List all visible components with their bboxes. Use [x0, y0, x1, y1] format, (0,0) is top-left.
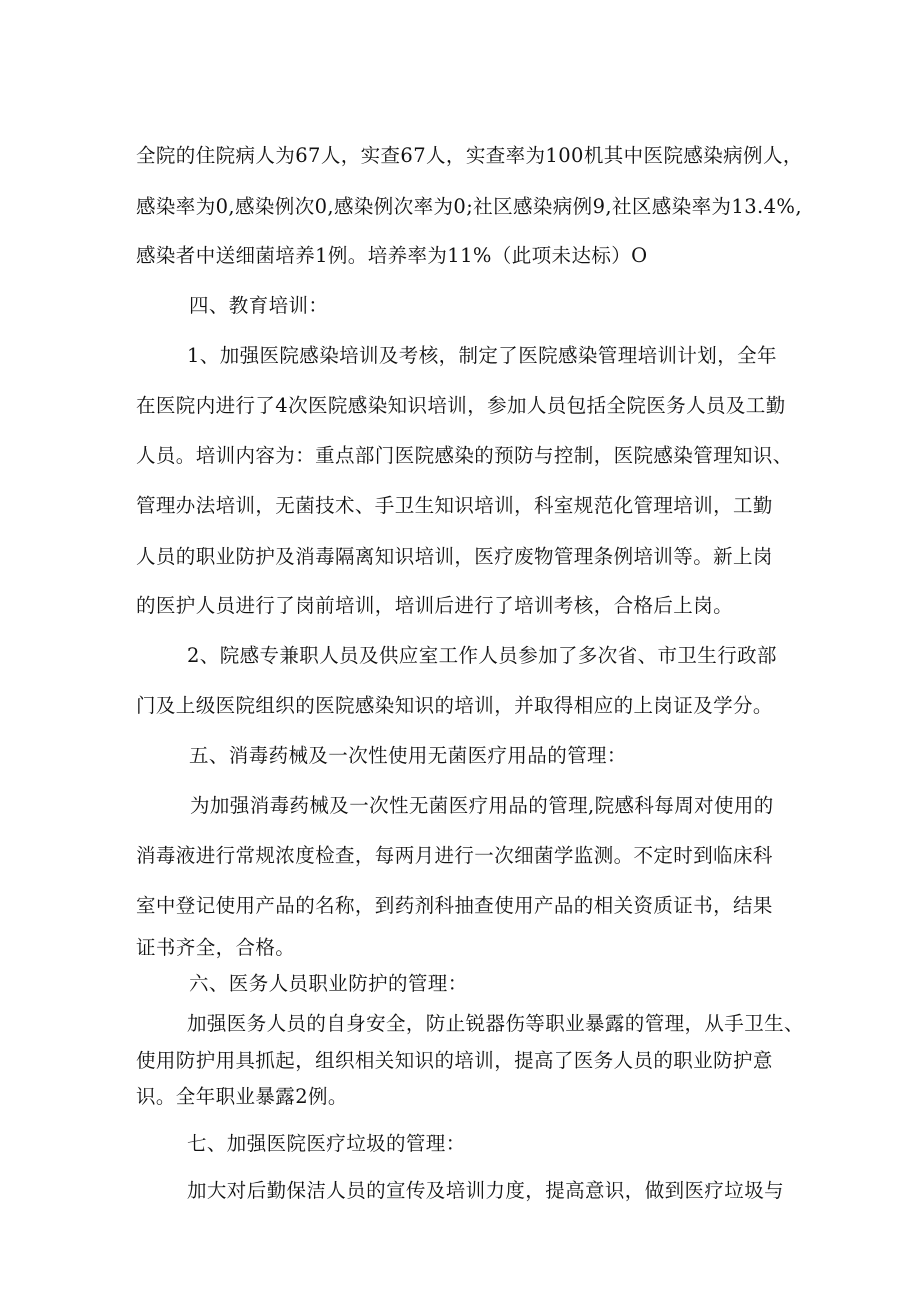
text-line: 室中登记使用产品的名称，到药剂科抽查使用产品的相关资质证书，结果 [136, 894, 773, 917]
text-line: 全院的住院病人为67人，实查67人，实查率为100机其中医院感染病例人， [136, 144, 803, 167]
text-line: 1、加强医院感染培训及考核，制定了医院感染管理培训计划，全年 [187, 344, 777, 367]
section-heading: 五、消毒药械及一次性使用无菌医疗用品的管理： [189, 744, 627, 767]
text-line: 加大对后勤保洁人员的宣传及培训力度，提高意识，做到医疗垃圾与 [187, 1179, 785, 1202]
text-line: 为加强消毒药械及一次性无菌医疗用品的管理,院感科每周对使用的 [190, 794, 774, 817]
section-heading: 七、加强医院医疗垃圾的管理： [187, 1132, 466, 1155]
text-line: 人员。培训内容为：重点部门医院感染的预防与控制，医院感染管理知识、 [136, 444, 793, 467]
text-line: 门及上级医院组织的医院感染知识的培训，并取得相应的上岗证及学分。 [136, 694, 773, 717]
text-line: 证书齐全，合格。 [136, 936, 296, 959]
text-line: 识。全年职业暴露2例。 [136, 1085, 348, 1108]
text-line: 2、院感专兼职人员及供应室工作人员参加了多次省、市卫生行政部 [187, 644, 777, 667]
text-line: 的医护人员进行了岗前培训，培训后进行了培训考核，合格后上岗。 [136, 594, 734, 617]
text-line: 加强医务人员的自身安全，防止锐器伤等职业暴露的管理，从手卫生、 [187, 1012, 804, 1035]
section-heading: 四、教育培训： [189, 294, 329, 317]
text-line: 管理办法培训，无菌技术、手卫生知识培训，科室规范化管理培训，工勤 [136, 494, 773, 517]
text-line: 消毒液进行常规浓度检查，每两月进行一次细菌学监测。不定时到临床科 [136, 844, 773, 867]
text-line: 人员的职业防护及消毒隔离知识培训，医疗废物管理条例培训等。新上岗 [136, 545, 773, 568]
section-heading: 六、医务人员职业防护的管理： [189, 972, 468, 995]
text-line: 感染者中送细菌培养1例。培养率为11%（此项未达标）O [136, 244, 648, 267]
text-line: 在医院内进行了4次医院感染知识培训，参加人员包括全院医务人员及工勤 [136, 394, 786, 417]
text-line: 使用防护用具抓起，组织相关知识的培训，提高了医务人员的职业防护意 [136, 1049, 773, 1072]
text-line: 感染率为0,感染例次0,感染例次率为0;社区感染病例9,社区感染率为13.4%, [136, 195, 802, 218]
